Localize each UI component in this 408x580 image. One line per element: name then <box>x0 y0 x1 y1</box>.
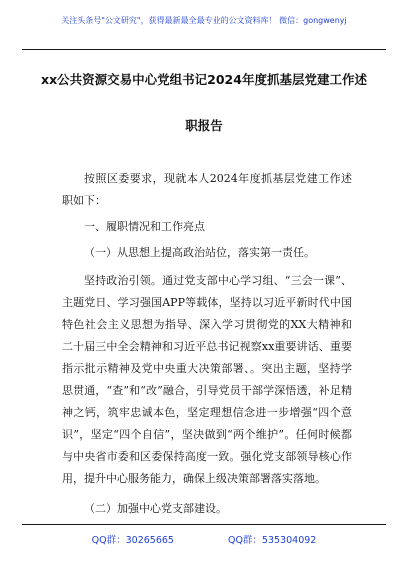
document-body <box>62 168 352 520</box>
header-banner <box>0 0 408 40</box>
header-divider <box>22 49 386 50</box>
footer-divider <box>22 524 386 525</box>
document-title-line1: xx公共资源交易中心党组书记2024年度抓基层党建工作述 <box>41 72 367 87</box>
intro-paragraph: 按照区委要求，现就本人2024年度抓基层党建工作述职如下： <box>62 172 352 207</box>
document-title-line2: 职报告 <box>185 118 223 133</box>
footer-qq-group-2: QQ群：535304092 <box>227 535 317 546</box>
header-banner-text: 关注头条号"公文研究"，获得最新最全最专业的公文资料库！ 微信：gongwenyj <box>61 15 347 25</box>
body-paragraph: 坚持政治引领。通过党支部中心学习组、“三会一课”、主题党日、学习强国APP等载体，坚持以习近平新时代中国特色社会主义思想为指导、深入学习贯彻党的XX大精神和二十届三中全会精神和习近平总书记视察xx重要讲话、重要指示批示精神及党中央重大决策部署、。突出主题，坚持学思贯通，“查”和“改”融合，引导党员干部学深悟透，补足精神之钙，筑牢忠诚本色，坚定理想信念进一步增强“四个意识”，坚定“四个自信”，坚决做到“两个维护”。任何时候都与中央省市委和区委保持高度一致。强化党支部领导核心作用，提升中心服务能力，确保上级决策部署落实落地。 <box>62 274 352 485</box>
footer <box>0 532 408 546</box>
section1-heading: 一、履职情况和工作亮点 <box>84 220 205 233</box>
subsection1-heading: （一）从思想上提高政治站位，落实第一责任。 <box>84 246 315 259</box>
footer-qq-group-1: QQ群：30265665 <box>91 535 174 546</box>
subsection2-heading: （二）加强中心党支部建设。 <box>84 502 227 515</box>
